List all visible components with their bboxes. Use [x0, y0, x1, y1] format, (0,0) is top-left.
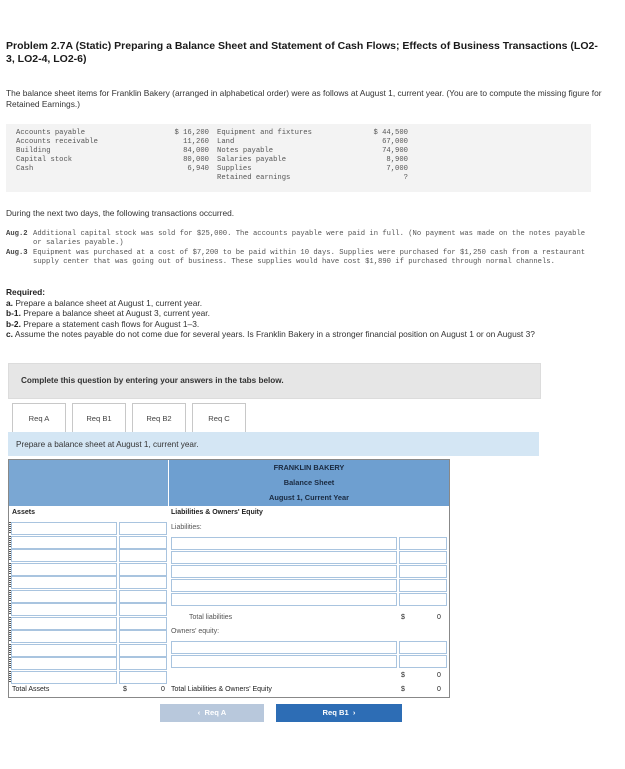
required-item: c. Assume the notes payable do not come due for several years. Is Franklin Bakery in a stronger financial position on August 1 or on August 3?: [6, 329, 535, 339]
asset-name-input[interactable]: [11, 590, 117, 603]
item-name: Land: [217, 138, 235, 146]
required-item: b-1. Prepare a balance sheet at August 3, current year.: [6, 308, 210, 318]
transaction-label: Aug.3: [6, 249, 28, 257]
balance-sheet-form: [8, 459, 450, 698]
statement-name: Balance Sheet: [169, 475, 449, 491]
asset-name-input[interactable]: [11, 671, 117, 684]
asset-name-input[interactable]: [11, 617, 117, 630]
header-fill: [9, 460, 168, 506]
company-name: FRANKLIN BAKERY: [169, 460, 449, 476]
item-name: Accounts receivable: [16, 138, 98, 146]
liability-name-input[interactable]: [171, 593, 397, 606]
asset-name-input[interactable]: [11, 576, 117, 589]
item-value: ?: [403, 174, 408, 182]
equity-amount-input[interactable]: [399, 655, 447, 668]
next-button[interactable]: Req B1 ›: [276, 704, 402, 722]
asset-name-input[interactable]: [11, 603, 117, 616]
currency-sign: $: [123, 686, 127, 693]
item-name: Notes payable: [217, 147, 274, 155]
total-le-value: 0: [437, 686, 441, 693]
liability-amount-input[interactable]: [399, 565, 447, 578]
item-value: 67,000: [382, 138, 408, 146]
transaction-item: [6, 249, 596, 267]
currency-sign: $: [401, 686, 405, 693]
asset-amount-input[interactable]: [119, 671, 167, 684]
asset-name-input[interactable]: [11, 657, 117, 670]
item-name: Capital stock: [16, 156, 73, 164]
item-value: 11,260: [183, 138, 209, 146]
asset-amount-input[interactable]: [119, 630, 167, 643]
asset-name-input[interactable]: [11, 549, 117, 562]
asset-amount-input[interactable]: [119, 657, 167, 670]
transaction-item: [6, 230, 596, 248]
equity-name-input[interactable]: [171, 655, 397, 668]
asset-amount-input[interactable]: [119, 536, 167, 549]
liability-amount-input[interactable]: [399, 579, 447, 592]
asset-name-input[interactable]: [11, 644, 117, 657]
transaction-label: Aug.2: [6, 230, 28, 238]
complete-banner: Complete this question by entering your answers in the tabs below.: [8, 363, 541, 399]
liability-amount-input[interactable]: [399, 593, 447, 606]
liability-amount-input[interactable]: [399, 537, 447, 550]
required-item: a. Prepare a balance sheet at August 1, current year.: [6, 297, 203, 308]
asset-name-input[interactable]: [11, 563, 117, 576]
required-item: b-2. Prepare a statement cash flows for August 1–3.: [6, 318, 200, 329]
liab-equity-heading: Liabilities & Owners' Equity: [171, 509, 263, 516]
assets-heading: Assets: [12, 509, 35, 516]
transaction-text: Additional capital stock was sold for $25,000. The accounts payable were paid in full. (No payment was made on the notes payable or salaries payable.): [33, 230, 586, 247]
tab-req-b1[interactable]: Req B1: [72, 403, 126, 433]
item-value: 80,000: [183, 156, 209, 164]
asset-amount-input[interactable]: [119, 644, 167, 657]
total-le-label: Total Liabilities & Owners' Equity: [171, 686, 272, 693]
asset-name-input[interactable]: [11, 522, 117, 535]
balance-items-table: [6, 124, 591, 192]
item-name: Accounts payable: [16, 129, 86, 137]
owners-equity-label: Owners' equity:: [171, 628, 220, 635]
prev-button[interactable]: ‹ Req A: [160, 704, 264, 722]
next-days-text: During the next two days, the following transactions occurred.: [6, 208, 235, 218]
total-equity-value: 0: [437, 672, 441, 679]
asset-amount-input[interactable]: [119, 522, 167, 535]
item-value: 74,900: [382, 147, 408, 155]
item-name: Cash: [16, 165, 34, 173]
total-liabilities-value: 0: [437, 614, 441, 621]
item-value: $ 16,200: [174, 129, 209, 137]
total-liabilities-label: Total liabilities: [189, 614, 233, 621]
total-assets-label: Total Assets: [12, 686, 50, 693]
instruction-bar: [8, 432, 539, 456]
problem-title: Problem 2.7A (Static) Preparing a Balance Sheet and Statement of Cash Flows; Effects of Business Transactions (LO2-3, LO2-4, LO2-6): [6, 40, 598, 65]
liability-name-input[interactable]: [171, 551, 397, 564]
asset-amount-input[interactable]: [119, 603, 167, 616]
item-name: Equipment and fixtures: [217, 129, 312, 137]
liabilities-label: Liabilities:: [171, 524, 202, 531]
asset-amount-input[interactable]: [119, 576, 167, 589]
transactions-list: [6, 230, 596, 267]
required-heading: Required:: [6, 287, 46, 297]
tab-req-a[interactable]: Req A: [12, 403, 66, 433]
liability-name-input[interactable]: [171, 565, 397, 578]
transaction-text: Equipment was purchased at a cost of $7,200 to be paid within 10 days. Supplies were purchased for $1,250 cash from a restaurant supply center that was going out of business. These supplies would have cost $1,890 if purchased through normal channels.: [33, 249, 586, 266]
required-section: [6, 287, 606, 340]
asset-name-input[interactable]: [11, 536, 117, 549]
problem-intro: The balance sheet items for Franklin Bakery (arranged in alphabetical order) were as follows at August 1, current year. (You are to compute the missing figure for Retained Earnings.): [6, 88, 602, 109]
asset-amount-input[interactable]: [119, 617, 167, 630]
asset-name-input[interactable]: [11, 630, 117, 643]
tab-req-b2[interactable]: Req B2: [132, 403, 186, 433]
liability-amount-input[interactable]: [399, 551, 447, 564]
currency-sign: $: [401, 672, 405, 679]
asset-amount-input[interactable]: [119, 563, 167, 576]
item-name: Supplies: [217, 165, 252, 173]
item-value: 84,000: [183, 147, 209, 155]
item-name: Retained earnings: [217, 174, 291, 182]
asset-amount-input[interactable]: [119, 590, 167, 603]
item-value: 6,940: [187, 165, 209, 173]
asset-amount-input[interactable]: [119, 549, 167, 562]
equity-name-input[interactable]: [171, 641, 397, 654]
equity-amount-input[interactable]: [399, 641, 447, 654]
tab-req-c[interactable]: Req C: [192, 403, 246, 433]
currency-sign: $: [401, 614, 405, 621]
liability-name-input[interactable]: [171, 579, 397, 592]
total-assets-value: 0: [161, 686, 165, 693]
item-name: Building: [16, 147, 51, 155]
item-value: $ 44,500: [373, 129, 408, 137]
item-value: 8,900: [386, 156, 408, 164]
item-value: 7,000: [386, 165, 408, 173]
liability-name-input[interactable]: [171, 537, 397, 550]
item-name: Salaries payable: [217, 156, 287, 164]
instruction-text: Prepare a balance sheet at August 1, current year.: [16, 440, 199, 449]
statement-date: August 1, Current Year: [169, 490, 449, 507]
